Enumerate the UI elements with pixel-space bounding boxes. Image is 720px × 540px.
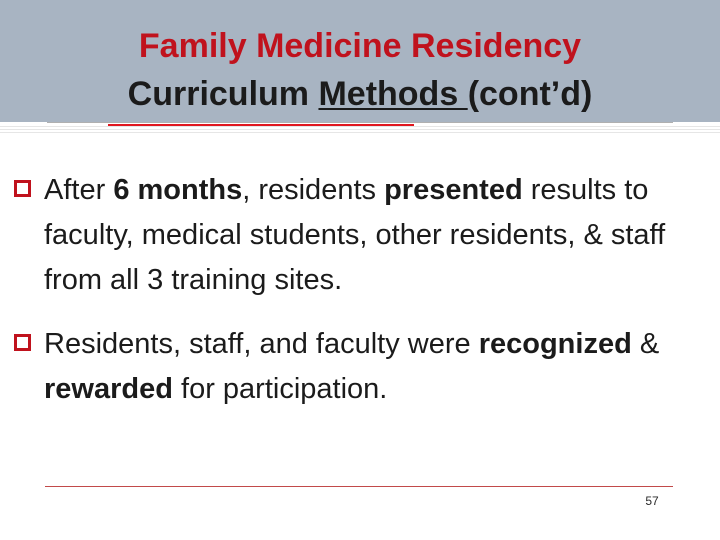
bullet-1-seg-4: presented — [384, 174, 523, 206]
bullet-1-seg-1: After — [44, 174, 114, 206]
bullet-text-2 — [14, 322, 704, 412]
bullet-1-seg-3: , residents — [242, 174, 385, 206]
bullet-item-2 — [14, 322, 704, 412]
title-text-methods: Methods — [318, 75, 468, 113]
header-rule — [47, 122, 673, 123]
bullet-1-seg-5: results to faculty, medical students, other residents, & staff from all 3 training sites. — [44, 174, 666, 296]
footer-rule — [45, 486, 673, 487]
title-text-curriculum: Curriculum — [127, 75, 319, 113]
header-stripes — [0, 126, 720, 134]
slide-title-line-1: Family Medicine Residency — [138, 27, 582, 65]
bullet-item-1 — [14, 168, 704, 303]
title-text-contd: (cont’d) — [467, 75, 593, 113]
bullet-2-seg-5: for participation. — [172, 373, 388, 405]
bullet-1-seg-2: 6 months — [113, 174, 243, 206]
bullet-2-seg-1: Residents, staff, and faculty were — [44, 328, 479, 360]
page-number: 57 — [645, 494, 659, 508]
bullet-2-seg-4: rewarded — [44, 373, 173, 405]
bullet-2-seg-3: & — [631, 328, 660, 360]
bullet-text-1 — [14, 168, 704, 303]
bullet-2-seg-2: recognized — [478, 328, 632, 360]
slide-title-line-2 — [0, 75, 720, 113]
hollow-square-bullet-icon — [14, 334, 31, 351]
hollow-square-bullet-icon — [14, 180, 31, 197]
